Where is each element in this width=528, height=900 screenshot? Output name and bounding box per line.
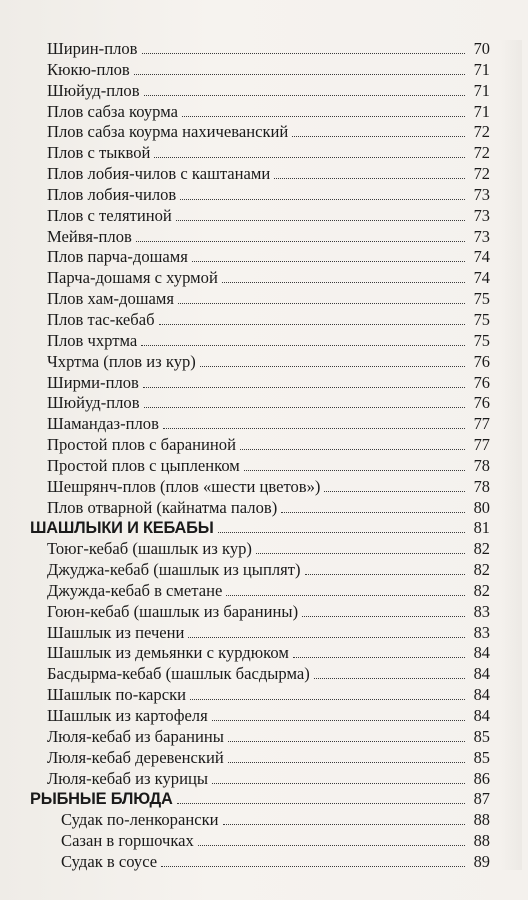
entry-title: Басдырма-кебаб (шашлык басдырма) xyxy=(47,664,310,684)
entry-title: Ширин-плов xyxy=(47,39,138,58)
dot-leader xyxy=(134,74,465,75)
toc-entry xyxy=(30,206,490,227)
section-title: ШАШЛЫКИ И КЕБАБЫ xyxy=(30,519,214,538)
dot-leader xyxy=(188,637,465,638)
page-number: 84 xyxy=(473,706,490,725)
page-number: 84 xyxy=(473,643,490,663)
dot-leader xyxy=(212,783,465,784)
page-number: 82 xyxy=(473,539,490,559)
toc-entry xyxy=(30,664,490,685)
toc-entry xyxy=(30,373,490,394)
dot-leader xyxy=(161,866,465,867)
toc-entry xyxy=(30,393,490,414)
entry-title: Джуджа-кебаб (шашлык из цыплят) xyxy=(47,560,301,580)
page-number: 72 xyxy=(473,122,490,142)
toc-entry xyxy=(30,102,490,123)
dot-leader xyxy=(244,470,465,471)
page-number: 73 xyxy=(473,205,490,225)
entry-title: Тоюг-кебаб (шашлык из кур) xyxy=(47,539,252,559)
dot-leader xyxy=(141,345,465,346)
dot-leader xyxy=(190,699,465,700)
page-number: 85 xyxy=(473,747,490,767)
page-number: 84 xyxy=(473,664,490,684)
entry-title: Шюйуд-плов xyxy=(47,393,140,413)
page-number: 88 xyxy=(473,831,490,851)
page-number: 73 xyxy=(473,226,490,246)
toc-section-heading xyxy=(30,789,490,810)
dot-leader xyxy=(198,845,465,846)
page-number: 74 xyxy=(473,247,490,267)
dot-leader xyxy=(324,491,465,492)
page-number: 83 xyxy=(473,622,490,642)
page-number: 87 xyxy=(473,789,490,809)
entry-title: Гоюн-кебаб (шашлык из баранины) xyxy=(47,601,299,621)
toc-entry xyxy=(30,498,490,519)
page-number: 76 xyxy=(473,351,490,371)
toc-entry xyxy=(30,602,490,623)
dot-leader xyxy=(226,595,465,596)
dot-leader xyxy=(240,449,465,450)
toc-entry xyxy=(30,477,490,498)
page-number: 75 xyxy=(473,289,490,309)
entry-title: Шюйуд-плов xyxy=(47,80,140,100)
entry-title: Плов сабза коурма нахичеванский xyxy=(47,122,289,142)
dot-leader xyxy=(163,428,465,429)
dot-leader xyxy=(192,261,465,262)
toc-entry xyxy=(30,810,490,831)
toc-entry xyxy=(30,748,490,769)
entry-title: Плов сабза коурма xyxy=(47,101,178,121)
page-number: 88 xyxy=(473,810,490,830)
toc-entry xyxy=(30,143,490,164)
page-number: 80 xyxy=(473,497,490,517)
toc-entry xyxy=(30,227,490,248)
dot-leader xyxy=(212,720,465,721)
dot-leader xyxy=(144,407,465,408)
entry-title: Шешрянч-плов (плов «шести цветов») xyxy=(47,476,321,496)
dot-leader xyxy=(159,324,465,325)
entry-title: Плов с телятиной xyxy=(47,205,172,225)
toc-entry xyxy=(30,643,490,664)
dot-leader xyxy=(200,366,465,367)
page-number: 82 xyxy=(473,560,490,580)
dot-leader xyxy=(177,803,465,804)
entry-title: Простой плов с бараниной xyxy=(47,435,236,455)
entry-title: Джужда-кебаб в сметане xyxy=(47,580,223,600)
toc-entry xyxy=(30,623,490,644)
toc-entry xyxy=(30,456,490,477)
toc-entry xyxy=(30,706,490,727)
dot-leader xyxy=(256,553,465,554)
page-number: 77 xyxy=(473,414,490,434)
entry-title: Шашлык по-карски xyxy=(47,685,187,705)
page-number: 75 xyxy=(473,330,490,350)
page-number: 71 xyxy=(473,59,490,79)
entry-title: Чхртма (плов из кур) xyxy=(47,351,196,371)
toc-entry xyxy=(30,247,490,268)
toc-entry xyxy=(30,185,490,206)
dot-leader xyxy=(222,282,465,283)
dot-leader xyxy=(180,199,465,200)
toc-entry xyxy=(30,39,490,60)
toc-entry xyxy=(30,435,490,456)
toc-entry xyxy=(30,539,490,560)
table-of-contents xyxy=(30,39,490,873)
entry-title: Плов лобия-чилов с каштанами xyxy=(47,164,271,184)
dot-leader xyxy=(293,657,465,658)
entry-title: Ширми-плов xyxy=(47,372,139,392)
entry-title: Шашлык из печени xyxy=(47,622,185,642)
toc-entry xyxy=(30,685,490,706)
toc-entry xyxy=(30,831,490,852)
page-number: 81 xyxy=(473,518,490,538)
dot-leader xyxy=(274,178,465,179)
toc-entry xyxy=(30,581,490,602)
dot-leader xyxy=(305,574,465,575)
entry-title: Кюкю-плов xyxy=(47,59,130,79)
page-number: 78 xyxy=(473,455,490,475)
entry-title: Плов лобия-чилов xyxy=(47,184,177,204)
dot-leader xyxy=(281,512,465,513)
entry-title: Простой плов с цыпленком xyxy=(47,455,240,475)
toc-entry xyxy=(30,352,490,373)
entry-title: Судак по-ленкорански xyxy=(61,810,219,830)
entry-title: Шашлык из картофеля xyxy=(47,706,208,725)
toc-entry xyxy=(30,81,490,102)
dot-leader xyxy=(176,220,465,221)
entry-title: Мейвя-плов xyxy=(47,226,132,246)
entry-title: Люля-кебаб из баранины xyxy=(47,726,224,746)
page-number: 71 xyxy=(473,80,490,100)
entry-title: Плов парча-дошамя xyxy=(47,247,188,267)
toc-entry xyxy=(30,122,490,143)
dot-leader xyxy=(182,116,465,117)
page-number: 74 xyxy=(473,268,490,288)
toc-entry xyxy=(30,560,490,581)
page-number: 75 xyxy=(473,309,490,329)
entry-title: Шамандаз-плов xyxy=(47,414,159,434)
dot-leader xyxy=(218,532,465,533)
toc-entry xyxy=(30,268,490,289)
entry-title: Люля-кебаб из курицы xyxy=(47,768,209,788)
page-number: 76 xyxy=(473,393,490,413)
dot-leader xyxy=(178,303,465,304)
toc-entry xyxy=(30,164,490,185)
toc-entry xyxy=(30,414,490,435)
section-title: РЫБНЫЕ БЛЮДА xyxy=(30,790,173,809)
toc-entry xyxy=(30,289,490,310)
toc-entry xyxy=(30,769,490,790)
dot-leader xyxy=(292,136,465,137)
dot-leader xyxy=(228,741,465,742)
entry-title: Плов с тыквой xyxy=(47,143,151,163)
page-number: 89 xyxy=(473,851,490,871)
page-number: 72 xyxy=(473,164,490,184)
entry-title: Плов хам-дошамя xyxy=(47,289,175,309)
dot-leader xyxy=(314,678,465,679)
page-number: 73 xyxy=(473,184,490,204)
entry-title: Судак в соусе xyxy=(61,851,158,871)
page-number: 86 xyxy=(473,768,490,788)
toc-entry xyxy=(30,852,490,873)
page-number: 76 xyxy=(473,372,490,392)
toc-entry xyxy=(30,331,490,352)
page-number: 85 xyxy=(473,726,490,746)
dot-leader xyxy=(223,824,465,825)
page-number: 70 xyxy=(473,39,490,58)
page-edge-shadow xyxy=(500,40,522,870)
entry-title: Плов тас-кебаб xyxy=(47,309,155,329)
page-number: 82 xyxy=(473,580,490,600)
entry-title: Плов чхртма xyxy=(47,330,138,350)
dot-leader xyxy=(136,241,465,242)
dot-leader xyxy=(302,616,465,617)
dot-leader xyxy=(142,53,466,54)
toc-entry xyxy=(30,310,490,331)
entry-title: Парча-дошамя с хурмой xyxy=(47,268,218,288)
page-number: 77 xyxy=(473,435,490,455)
dot-leader xyxy=(228,762,465,763)
page-number: 72 xyxy=(473,143,490,163)
toc-section-heading xyxy=(30,518,490,539)
toc-entry xyxy=(30,727,490,748)
dot-leader xyxy=(154,157,465,158)
entry-title: Люля-кебаб деревенский xyxy=(47,747,224,767)
entry-title: Сазан в горшочках xyxy=(61,831,194,851)
entry-title: Плов отварной (кайнатма палов) xyxy=(47,497,278,517)
entry-title: Шашлык из демьянки с курдюком xyxy=(47,643,289,663)
page-number: 71 xyxy=(473,101,490,121)
page-number: 84 xyxy=(473,685,490,705)
toc-entry xyxy=(30,60,490,81)
page-number: 83 xyxy=(473,601,490,621)
dot-leader xyxy=(143,387,465,388)
page-number: 78 xyxy=(473,476,490,496)
dot-leader xyxy=(144,95,465,96)
